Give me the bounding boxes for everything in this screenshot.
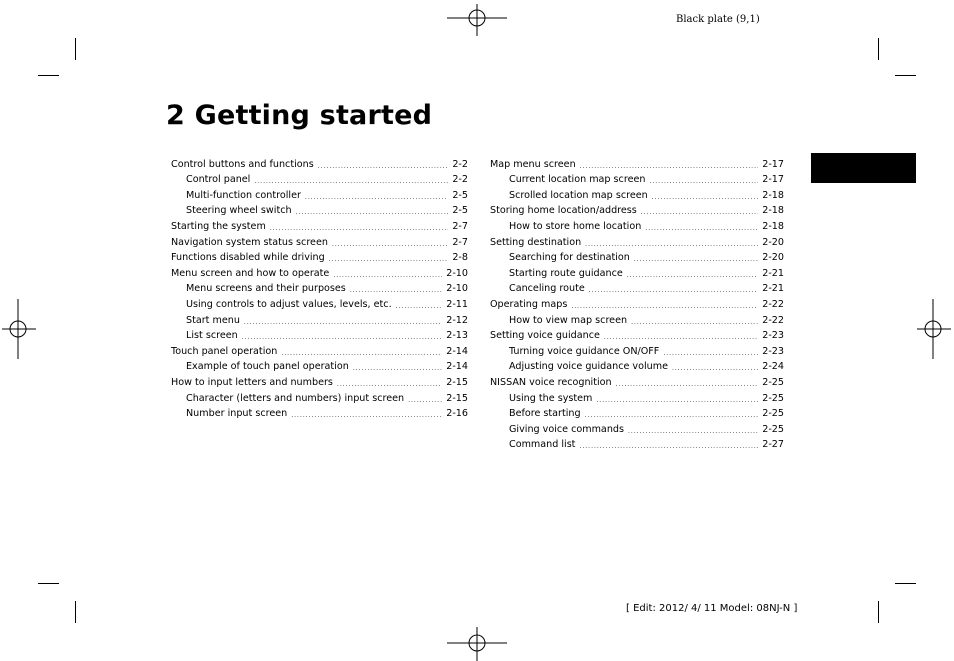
toc-entry[interactable] (171, 280, 468, 296)
toc-leader-dots (631, 319, 758, 327)
toc-entry-label: How to input letters and numbers (171, 376, 333, 388)
toc-entry-page: 2-16 (446, 408, 468, 420)
toc-entry-label: How to view map screen (509, 314, 628, 326)
toc-entry[interactable] (171, 327, 468, 343)
toc-entry[interactable] (171, 389, 468, 405)
toc-leader-dots (281, 350, 442, 358)
toc-entry-page: 2-25 (762, 392, 784, 404)
toc-leader-dots (663, 350, 758, 358)
toc-entry-page: 2-17 (762, 174, 784, 186)
toc-entry-page: 2-7 (452, 220, 468, 232)
toc-right-column (490, 155, 784, 451)
toc-entry-label: Touch panel operation (171, 345, 278, 357)
toc-entry-label: Map menu screen (490, 158, 576, 170)
toc-entry-label: Control panel (186, 174, 251, 186)
toc-entry-page: 2-2 (452, 174, 468, 186)
toc-entry-page: 2-12 (446, 314, 468, 326)
toc-entry-label: Setting destination (490, 236, 582, 248)
toc-leader-dots (634, 256, 758, 264)
toc-leader-dots (585, 241, 758, 249)
toc-entry[interactable] (490, 171, 784, 187)
toc-leader-dots (649, 178, 758, 186)
toc-entry-page: 2-14 (446, 361, 468, 373)
toc-entry[interactable] (171, 295, 468, 311)
toc-entry[interactable] (490, 420, 784, 436)
toc-entry-page: 2-14 (446, 345, 468, 357)
toc-leader-dots (604, 334, 758, 342)
toc-left-column (171, 155, 468, 420)
toc-entry[interactable] (490, 233, 784, 249)
toc-entry-page: 2-20 (762, 236, 784, 248)
toc-entry-label: Starting the system (171, 220, 266, 232)
toc-entry[interactable] (490, 217, 784, 233)
registration-mark-right (917, 299, 951, 359)
toc-entry-label: Setting voice guidance (490, 330, 600, 342)
toc-leader-dots (652, 194, 759, 202)
toc-entry-page: 2-20 (762, 252, 784, 264)
toc-leader-dots (353, 365, 442, 373)
toc-leader-dots (244, 319, 442, 327)
crop-mark-top-left-horizontal (38, 75, 59, 76)
toc-leader-dots (296, 209, 449, 217)
edit-footer: [ Edit: 2012/ 4/ 11 Model: 08NJ-N ] (626, 603, 798, 614)
toc-leader-dots (337, 381, 442, 389)
toc-entry-label: Before starting (509, 408, 581, 420)
toc-entry-label: Start menu (186, 314, 240, 326)
chapter-title: 2 Getting started (166, 100, 433, 131)
toc-leader-dots (645, 225, 758, 233)
toc-leader-dots (270, 225, 449, 233)
toc-leader-dots (616, 381, 759, 389)
toc-entry-page: 2-21 (762, 267, 784, 279)
toc-entry-page: 2-11 (446, 298, 468, 310)
toc-entry-page: 2-15 (446, 392, 468, 404)
toc-leader-dots (332, 241, 448, 249)
toc-entry-page: 2-23 (762, 345, 784, 357)
toc-leader-dots (580, 163, 759, 171)
toc-entry-label: How to store home location (509, 220, 642, 232)
toc-entry-label: NISSAN voice recognition (490, 376, 612, 388)
toc-entry-label: Adjusting voice guidance volume (509, 361, 668, 373)
toc-entry-label: Navigation system status screen (171, 236, 328, 248)
toc-entry[interactable] (171, 405, 468, 421)
toc-entry-label: Searching for destination (509, 252, 630, 264)
toc-entry-label: Storing home location/address (490, 205, 637, 217)
toc-entry-label: Operating maps (490, 298, 568, 310)
toc-entry-label: Current location map screen (509, 174, 646, 186)
toc-entry[interactable] (171, 186, 468, 202)
toc-entry-page: 2-25 (762, 376, 784, 388)
toc-leader-dots (408, 397, 442, 405)
toc-entry-label: Using controls to adjust values, levels, etc. (186, 298, 392, 310)
toc-entry-page: 2-5 (452, 189, 468, 201)
toc-entry[interactable] (171, 264, 468, 280)
toc-entry-label: Functions disabled while driving (171, 252, 325, 264)
toc-entry[interactable] (490, 373, 784, 389)
toc-entry-page: 2-25 (762, 423, 784, 435)
toc-leader-dots (333, 272, 442, 280)
toc-entry-page: 2-10 (446, 283, 468, 295)
toc-entry-page: 2-21 (762, 283, 784, 295)
toc-entry-page: 2-27 (762, 439, 784, 451)
toc-entry[interactable] (171, 171, 468, 187)
toc-entry[interactable] (490, 264, 784, 280)
toc-entry[interactable] (171, 373, 468, 389)
toc-entry-label: Starting route guidance (509, 267, 623, 279)
toc-entry[interactable] (171, 311, 468, 327)
toc-entry[interactable] (490, 249, 784, 265)
toc-entry-page: 2-8 (452, 252, 468, 264)
toc-entry[interactable] (490, 186, 784, 202)
toc-entry-label: List screen (186, 330, 238, 342)
toc-entry-label: Character (letters and numbers) input screen (186, 392, 405, 404)
toc-entry[interactable] (490, 295, 784, 311)
toc-entry[interactable] (490, 405, 784, 421)
toc-entry[interactable] (171, 233, 468, 249)
toc-entry-label: Control buttons and functions (171, 158, 314, 170)
toc-entry[interactable] (171, 358, 468, 374)
crop-mark-bottom-right-vertical (878, 601, 879, 623)
toc-entry-label: Menu screen and how to operate (171, 267, 330, 279)
toc-entry-page: 2-17 (762, 158, 784, 170)
toc-leader-dots (627, 272, 758, 280)
crop-mark-top-right-horizontal (895, 75, 916, 76)
toc-leader-dots (318, 163, 449, 171)
toc-leader-dots (291, 412, 442, 420)
toc-leader-dots (596, 397, 758, 405)
toc-entry-label: Canceling route (509, 283, 585, 295)
toc-entry-page: 2-22 (762, 314, 784, 326)
toc-leader-dots (672, 365, 758, 373)
toc-entry-label: Using the system (509, 392, 593, 404)
toc-entry-label: Menu screens and their purposes (186, 283, 346, 295)
chapter-tab-marker (811, 153, 916, 183)
toc-entry[interactable] (171, 202, 468, 218)
toc-entry[interactable] (171, 155, 468, 171)
toc-leader-dots (579, 443, 758, 451)
crop-mark-bottom-right-horizontal (895, 583, 916, 584)
toc-entry-page: 2-18 (762, 205, 784, 217)
crop-mark-bottom-left-vertical (75, 601, 76, 623)
crop-mark-top-right-vertical (878, 38, 879, 60)
toc-entry-page: 2-2 (452, 158, 468, 170)
toc-entry-label: Turning voice guidance ON/OFF (509, 345, 660, 357)
toc-entry-page: 2-5 (452, 205, 468, 217)
toc-leader-dots (329, 256, 449, 264)
toc-entry-page: 2-15 (446, 376, 468, 388)
toc-entry-page: 2-18 (762, 189, 784, 201)
toc-leader-dots (641, 209, 758, 217)
toc-leader-dots (589, 287, 758, 295)
toc-leader-dots (628, 428, 758, 436)
registration-mark-top (447, 4, 507, 36)
registration-mark-left (2, 299, 36, 359)
toc-leader-dots (242, 334, 443, 342)
toc-entry-label: Giving voice commands (509, 423, 624, 435)
toc-leader-dots (350, 287, 442, 295)
toc-entry[interactable] (171, 249, 468, 265)
toc-entry[interactable] (490, 280, 784, 296)
crop-mark-top-left-vertical (75, 38, 76, 60)
toc-entry-page: 2-23 (762, 330, 784, 342)
toc-entry[interactable] (490, 202, 784, 218)
toc-entry-page: 2-7 (452, 236, 468, 248)
toc-entry-page: 2-22 (762, 298, 784, 310)
toc-entry-page: 2-24 (762, 361, 784, 373)
toc-entry[interactable] (490, 389, 784, 405)
plate-label: Black plate (9,1) (676, 14, 760, 25)
toc-entry[interactable] (490, 155, 784, 171)
toc-entry-page: 2-13 (446, 330, 468, 342)
toc-entry[interactable] (490, 358, 784, 374)
toc-entry-page: 2-18 (762, 220, 784, 232)
toc-entry-label: Number input screen (186, 408, 288, 420)
toc-entry-label: Command list (509, 439, 576, 451)
toc-leader-dots (571, 303, 758, 311)
toc-entry[interactable] (490, 342, 784, 358)
toc-entry[interactable] (490, 327, 784, 343)
crop-mark-bottom-left-horizontal (38, 583, 59, 584)
toc-entry-label: Example of touch panel operation (186, 361, 349, 373)
toc-entry-label: Multi-function controller (186, 189, 301, 201)
toc-entry[interactable] (171, 217, 468, 233)
toc-entry[interactable] (171, 342, 468, 358)
toc-entry[interactable] (490, 311, 784, 327)
toc-entry-page: 2-10 (446, 267, 468, 279)
toc-leader-dots (305, 194, 448, 202)
toc-entry-label: Scrolled location map screen (509, 189, 648, 201)
toc-leader-dots (254, 178, 448, 186)
toc-leader-dots (396, 303, 443, 311)
toc-leader-dots (585, 412, 759, 420)
toc-entry-label: Steering wheel switch (186, 205, 292, 217)
toc-entry[interactable] (490, 436, 784, 452)
toc-entry-page: 2-25 (762, 408, 784, 420)
registration-mark-bottom (447, 627, 507, 661)
